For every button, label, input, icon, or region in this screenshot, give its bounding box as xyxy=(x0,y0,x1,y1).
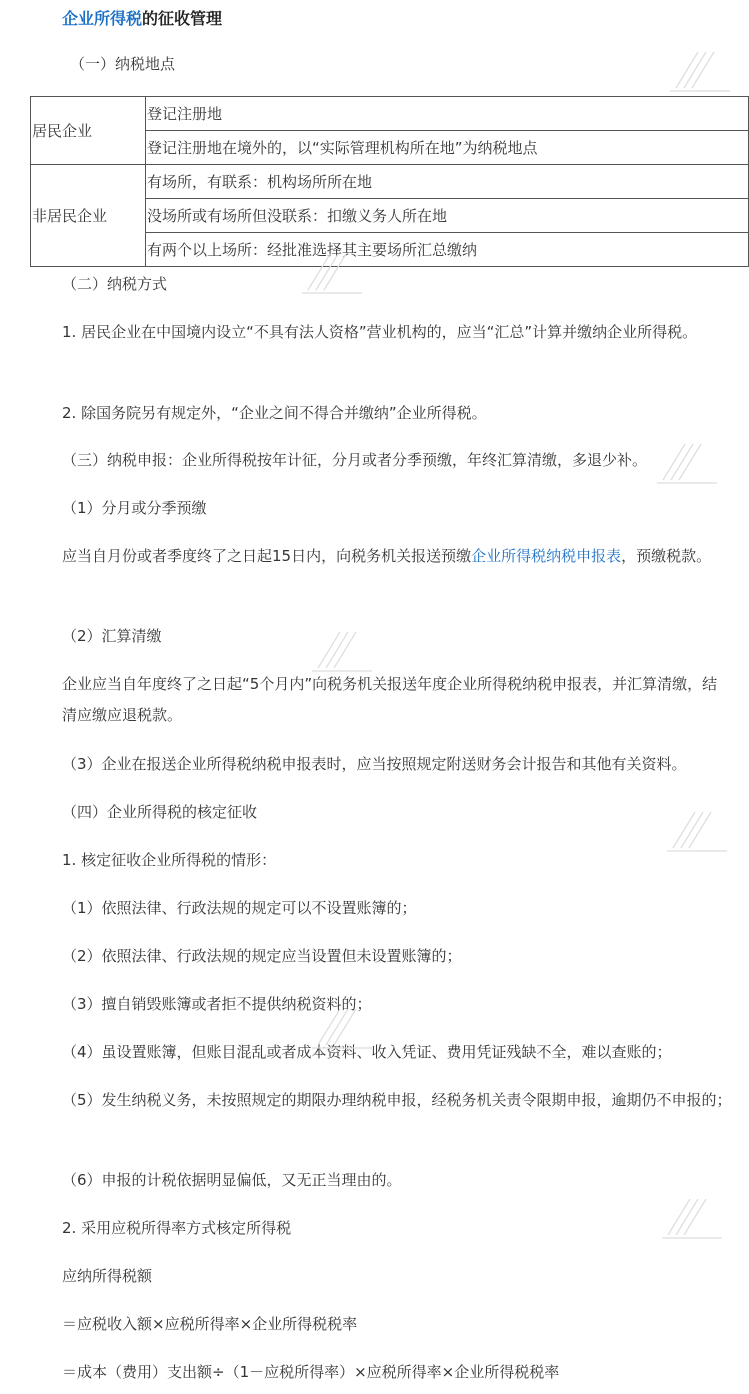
paragraph-2-2: 2. 除国务院另有规定外，“企业之间不得合并缴纳”企业所得税。 xyxy=(62,404,487,422)
title-rest: 的征收管理 xyxy=(142,9,223,28)
list-item: （5）发生纳税义务，未按照规定的期限办理纳税申报，经税务机关责令限期申报，逾期仍不申报的； xyxy=(62,1091,732,1109)
formula-line: ＝应税收入额×应税所得率×企业所得税税率 xyxy=(62,1315,358,1333)
section-heading-3: （三）纳税申报：企业所得税按年计征，分月或者分季预缴，年终汇算清缴，多退少补。 xyxy=(62,451,648,469)
watermark-mark xyxy=(665,808,735,853)
table-category-nonresident: 非居民企业 xyxy=(31,165,146,267)
paragraph-3-2: 企业应当自年度终了之日起“5个月内”向税务机关报送年度企业所得税纳税申报表，并汇算清缴，结清应缴应退税款。 xyxy=(62,675,718,724)
watermark-mark xyxy=(655,440,725,485)
paragraph-3-3: （3）企业在报送企业所得税纳税申报表时，应当按照规定附送财务会计报告和其他有关资料。 xyxy=(62,755,687,773)
table-cell: 有两个以上场所：经批准选择其主要场所汇总缴纳 xyxy=(146,233,749,267)
list-item: （2）依照法律、行政法规的规定应当设置但未设置账簿的； xyxy=(62,947,462,965)
table-row xyxy=(31,165,749,199)
text: ，预缴税款。 xyxy=(621,547,712,565)
watermark-mark xyxy=(660,1195,730,1240)
section-heading-4: （四）企业所得税的核定征收 xyxy=(62,803,258,821)
tax-place-table xyxy=(30,96,749,267)
list-item: （6）申报的计税依据明显偏低，又无正当理由的。 xyxy=(62,1171,402,1189)
paragraph-3-1 xyxy=(62,541,732,572)
paragraph-4-2: 2. 采用应税所得率方式核定所得税 xyxy=(62,1219,292,1237)
formula-line: ＝成本（费用）支出额÷（1－应税所得率）×应税所得率×企业所得税税率 xyxy=(62,1363,560,1381)
list-item: （1）依照法律、行政法规的规定可以不设置账簿的； xyxy=(62,899,417,917)
title-link[interactable]: 企业所得税 xyxy=(62,9,143,28)
watermark-mark xyxy=(310,628,380,673)
table-cell: 登记注册地 xyxy=(146,97,749,131)
text: 应当自月份或者季度终了之日起15日内，向税务机关报送预缴 xyxy=(62,547,472,565)
paragraph-2-1: 1. 居民企业在中国境内设立“不具有法人资格”营业机构的，应当“汇总”计算并缴纳企业所得税。 xyxy=(62,323,698,341)
paragraph-4-1: 1. 核定征收企业所得税的情形： xyxy=(62,851,277,869)
table-row xyxy=(31,97,749,131)
section-heading-1: （一）纳税地点 xyxy=(70,55,176,73)
table-cell: 登记注册地在境外的，以“实际管理机构所在地”为纳税地点 xyxy=(146,131,749,165)
list-item: （3）擅自销毁账簿或者拒不提供纳税资料的； xyxy=(62,995,372,1013)
section-heading-2: （二）纳税方式 xyxy=(62,275,168,293)
table-cell: 没场所或有场所但没联系：扣缴义务人所在地 xyxy=(146,199,749,233)
sub-heading-3-1: （1）分月或分季预缴 xyxy=(62,499,207,517)
formula-label: 应纳所得税额 xyxy=(62,1267,153,1285)
declaration-form-link[interactable]: 企业所得税纳税申报表 xyxy=(471,547,622,565)
table-category-resident: 居民企业 xyxy=(31,97,146,165)
table-cell: 有场所，有联系：机构场所所在地 xyxy=(146,165,749,199)
list-item: （4）虽设置账簿，但账目混乱或者成本资料、收入凭证、费用凭证残缺不全，难以查账的； xyxy=(62,1043,672,1061)
sub-heading-3-2: （2）汇算清缴 xyxy=(62,627,162,645)
watermark-mark xyxy=(668,48,738,93)
page-title xyxy=(62,6,222,29)
